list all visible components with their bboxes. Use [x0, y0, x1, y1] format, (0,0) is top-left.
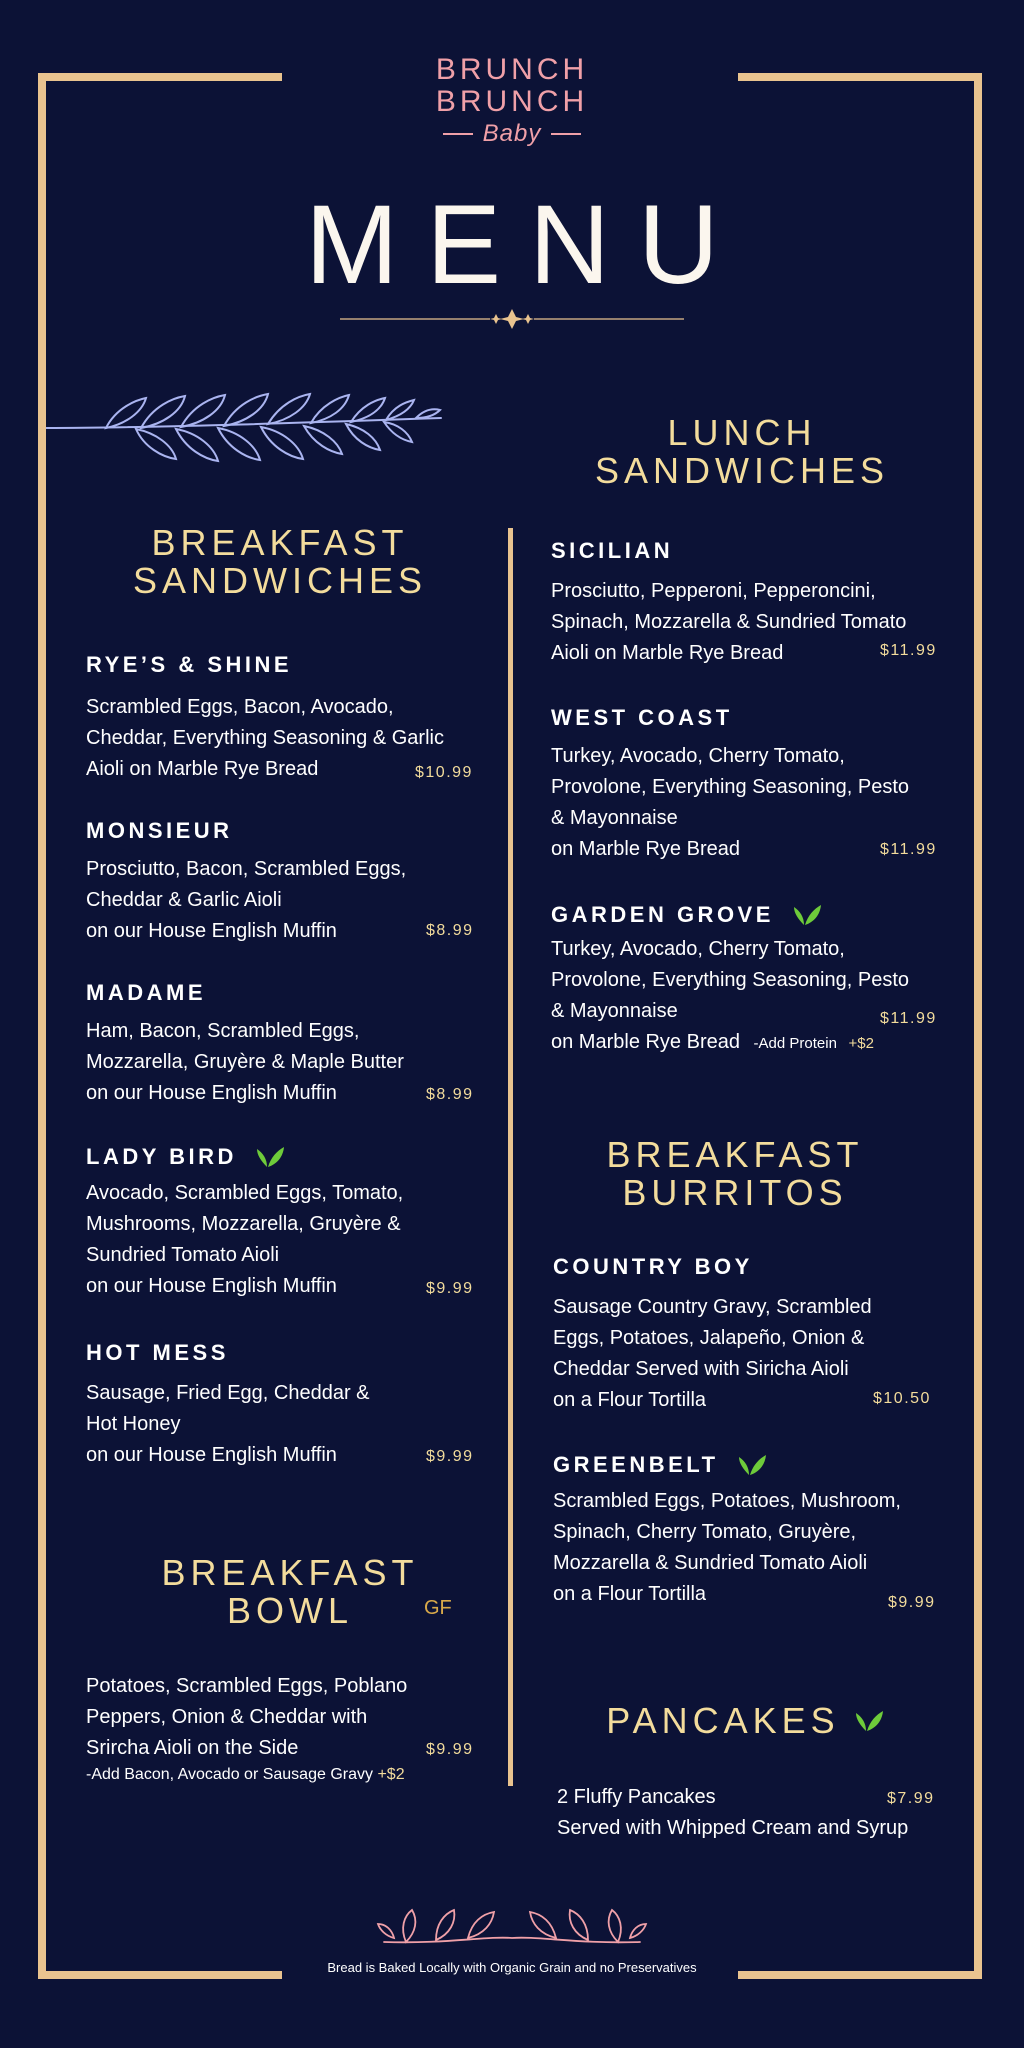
item-name-row	[553, 1452, 953, 1478]
item-name: COUNTRY BOY	[553, 1254, 753, 1279]
frame-right	[974, 73, 982, 1979]
leaf-icon	[255, 1145, 285, 1169]
menu-item-country-boy	[553, 1254, 953, 1416]
heading-text: PANCAKES	[606, 1700, 840, 1741]
desc-line: Ham, Bacon, Scrambled Eggs,	[86, 1020, 360, 1042]
menu-item-ryes-shine	[86, 652, 486, 785]
item-description	[553, 1486, 953, 1610]
desc-line: Cheddar & Garlic Aioli	[86, 889, 282, 911]
lunch-sandwiches-heading	[542, 414, 942, 490]
item-name: LADY BIRD	[86, 1144, 237, 1169]
title-ornament-icon	[340, 308, 684, 330]
desc-line: Mozzarella & Sundried Tomato Aioli	[553, 1552, 868, 1574]
desc-line: Potatoes, Scrambled Eggs, Poblano	[86, 1675, 408, 1697]
menu-item-madame	[86, 980, 486, 1109]
item-price: $11.99	[880, 1010, 937, 1027]
desc-line: Served with Whipped Cream and Syrup	[557, 1817, 909, 1839]
item-name-row	[551, 902, 951, 928]
desc-line: Spinach, Cherry Tomato, Gruyère,	[553, 1521, 857, 1543]
item-price: $11.99	[880, 841, 937, 858]
menu-item-hot-mess	[86, 1340, 486, 1471]
add-on-text: -Add Bacon, Avocado or Sausage Gravy	[86, 1766, 373, 1783]
frame-left	[38, 73, 46, 1979]
add-on-text: -Add Protein	[753, 1035, 837, 1052]
branch-illustration-icon	[46, 388, 446, 488]
item-price: $7.99	[887, 1790, 935, 1807]
leaf-icon	[854, 1709, 884, 1733]
desc-line: Aioli on Marble Rye Bread	[551, 642, 784, 664]
logo-line-1: BRUNCH	[435, 53, 589, 86]
desc-line: Cheddar, Everything Seasoning & Garlic	[86, 727, 444, 749]
item-name: MONSIEUR	[86, 818, 233, 843]
desc-line: on a Flour Tortilla	[553, 1583, 707, 1605]
add-on-note	[86, 1766, 486, 1784]
item-name-row	[86, 1144, 486, 1170]
desc-line: on our House English Muffin	[86, 1275, 337, 1297]
leaf-icon	[792, 903, 822, 927]
desc-line: Mushrooms, Mozzarella, Gruyère &	[86, 1213, 401, 1235]
breakfast-bowl-heading	[100, 1554, 480, 1630]
heading-line-2: BOWL	[226, 1590, 353, 1631]
desc-line: Cheddar Served with Siricha Aioli	[553, 1358, 849, 1380]
logo-baby-row	[0, 120, 1024, 148]
logo-line-2: BRUNCH	[435, 85, 589, 118]
gluten-free-badge: GF	[424, 1597, 452, 1619]
desc-line: Sundried Tomato Aioli	[86, 1244, 280, 1266]
logo-dash-left	[443, 133, 473, 135]
desc-line: on a Flour Tortilla	[553, 1389, 707, 1411]
desc-line: Srircha Aioli on the Side	[86, 1737, 299, 1759]
menu-item-pancakes	[557, 1782, 957, 1844]
pancakes-heading	[560, 1702, 930, 1740]
desc-line: Turkey, Avocado, Cherry Tomato,	[551, 938, 845, 960]
desc-line: Avocado, Scrambled Eggs, Tomato,	[86, 1182, 404, 1204]
desc-line: Peppers, Onion & Cheddar with	[86, 1706, 368, 1728]
item-price: $8.99	[426, 922, 474, 939]
item-description	[551, 934, 951, 1059]
item-price: $11.99	[880, 642, 937, 659]
heading-line-2: BURRITOS	[622, 1172, 848, 1213]
brand-logo	[0, 54, 1024, 148]
leaf-icon	[737, 1453, 767, 1477]
desc-line: & Mayonnaise	[551, 807, 678, 829]
desc-line: on our House English Muffin	[86, 1082, 337, 1104]
desc-line: Provolone, Everything Seasoning, Pesto	[551, 969, 909, 991]
floral-ornament-icon	[376, 1898, 648, 1950]
menu-item-monsieur	[86, 818, 486, 947]
menu-item-west-coast	[551, 705, 951, 865]
menu-item-breakfast-bowl	[86, 1671, 486, 1784]
desc-line-with-note	[551, 1027, 951, 1059]
add-on-price: +$2	[377, 1766, 405, 1783]
desc-line: on Marble Rye Bread	[551, 838, 740, 860]
heading-line-1: BREAKFAST	[151, 522, 409, 563]
menu-item-lady-bird	[86, 1144, 486, 1302]
item-name: SICILIAN	[551, 538, 674, 563]
add-on-price: +$2	[848, 1035, 874, 1052]
heading-line-1: BREAKFAST	[161, 1552, 419, 1593]
item-name: GREENBELT	[553, 1452, 719, 1477]
menu-item-sicilian	[551, 538, 951, 669]
desc-line: Eggs, Potatoes, Jalapeño, Onion &	[553, 1327, 865, 1349]
item-name: GARDEN GROVE	[551, 902, 774, 927]
item-price: $10.99	[415, 764, 473, 781]
item-price: $9.99	[426, 1741, 474, 1758]
desc-line: Prosciutto, Bacon, Scrambled Eggs,	[86, 858, 407, 880]
item-price: $9.99	[888, 1594, 936, 1611]
column-divider	[508, 528, 513, 1786]
desc-line: Scrambled Eggs, Potatoes, Mushroom,	[553, 1490, 901, 1512]
menu-title: MENU	[305, 182, 747, 307]
desc-line: Sausage, Fried Egg, Cheddar &	[86, 1382, 370, 1404]
logo-dash-right	[551, 133, 581, 135]
desc-line: Aioli on Marble Rye Bread	[86, 758, 319, 780]
heading-line-2: SANDWICHES	[132, 560, 428, 601]
item-name: MADAME	[86, 980, 206, 1005]
desc-line: Hot Honey	[86, 1413, 181, 1435]
heading-line-1: LUNCH	[667, 412, 817, 453]
desc-line: Prosciutto, Pepperoni, Pepperoncini,	[551, 580, 876, 602]
desc-line: on our House English Muffin	[86, 1444, 337, 1466]
desc-line: on Marble Rye Bread	[551, 1031, 740, 1053]
desc-line: Mozzarella, Gruyère & Maple Butter	[86, 1051, 404, 1073]
heading-line-2: SANDWICHES	[594, 450, 890, 491]
desc-line: on our House English Muffin	[86, 920, 337, 942]
item-price: $9.99	[426, 1280, 474, 1297]
item-name: HOT MESS	[86, 1340, 229, 1365]
breakfast-sandwiches-heading	[80, 524, 480, 600]
item-price: $10.50	[873, 1390, 931, 1407]
menu-item-garden-grove	[551, 902, 951, 1059]
breakfast-burritos-heading	[535, 1136, 935, 1212]
item-name: RYE’S & SHINE	[86, 652, 293, 677]
menu-item-greenbelt	[553, 1452, 953, 1610]
item-price: $9.99	[426, 1448, 474, 1465]
desc-line: 2 Fluffy Pancakes	[557, 1786, 716, 1808]
desc-line: & Mayonnaise	[551, 1000, 678, 1022]
footer-note: Bread is Baked Locally with Organic Grain and no Preservatives	[327, 1960, 697, 1975]
desc-line: Turkey, Avocado, Cherry Tomato,	[551, 745, 845, 767]
logo-line-3: Baby	[482, 120, 542, 147]
item-name: WEST COAST	[551, 705, 733, 730]
desc-line: Provolone, Everything Seasoning, Pesto	[551, 776, 909, 798]
desc-line: Sausage Country Gravy, Scrambled	[553, 1296, 872, 1318]
item-price: $8.99	[426, 1086, 474, 1103]
desc-line: Spinach, Mozzarella & Sundried Tomato	[551, 611, 907, 633]
heading-line-1: BREAKFAST	[606, 1134, 864, 1175]
desc-line: Scrambled Eggs, Bacon, Avocado,	[86, 696, 394, 718]
